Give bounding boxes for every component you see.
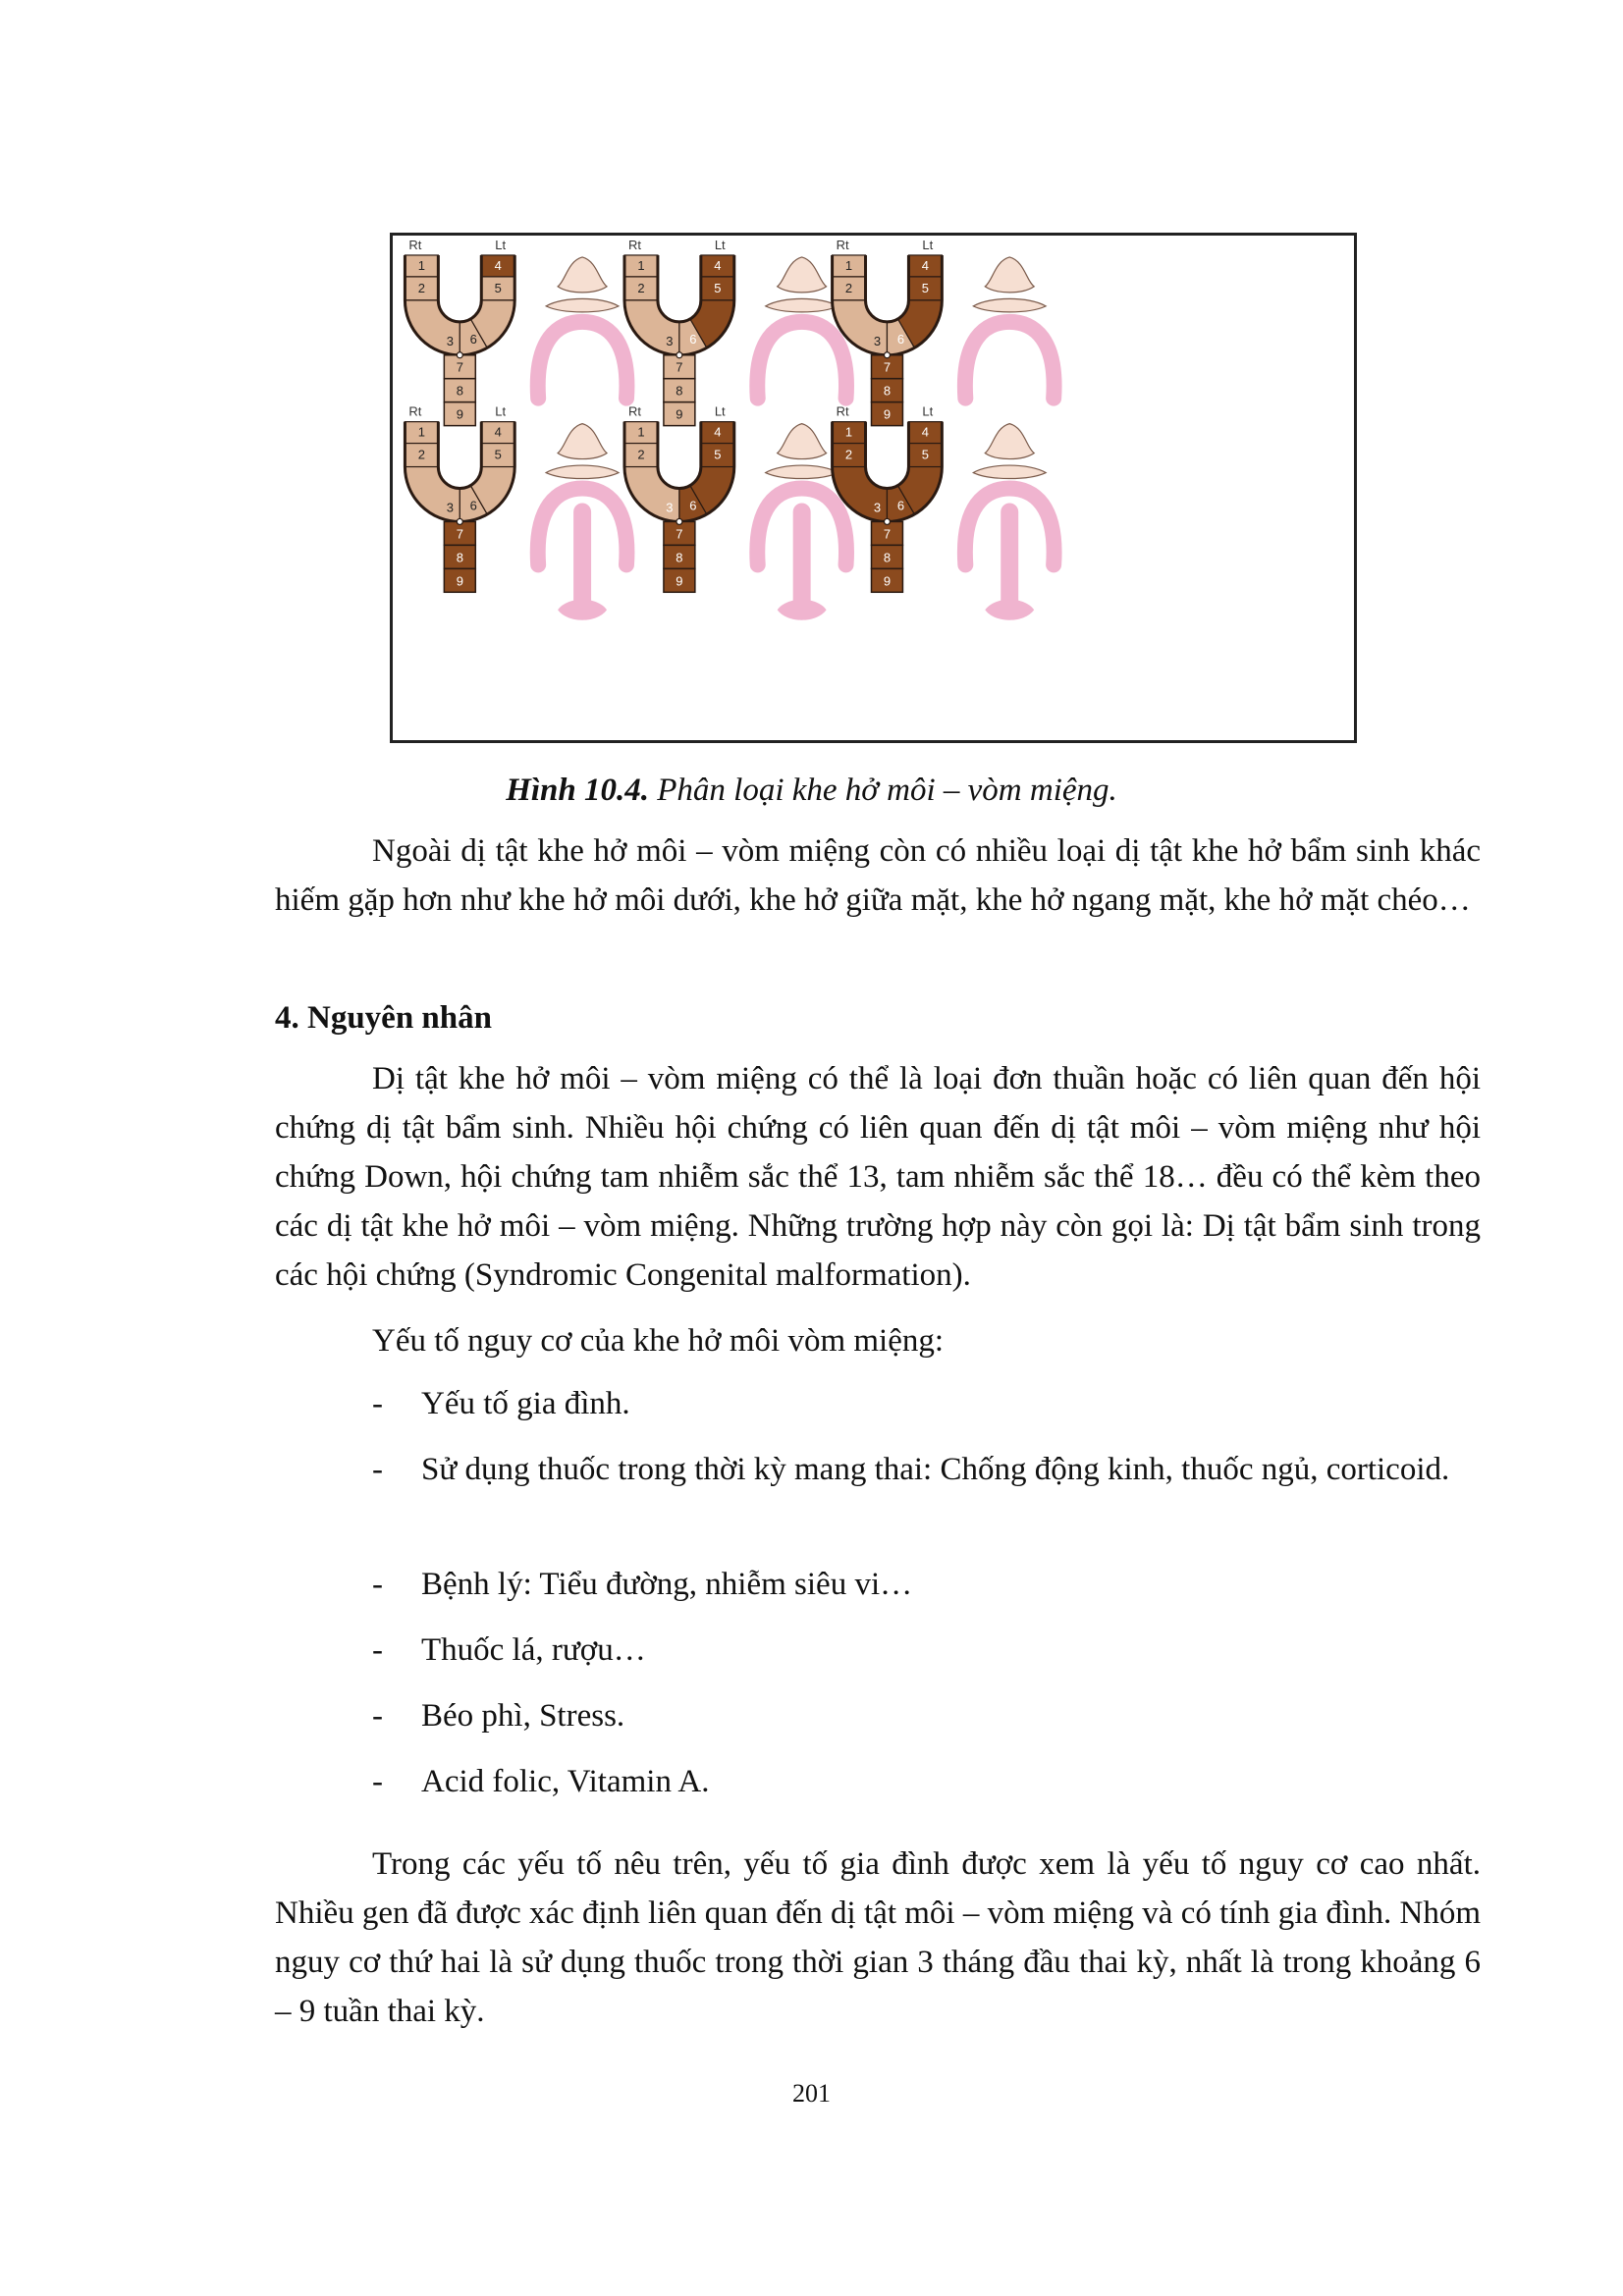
segment-number: 1 <box>417 257 426 273</box>
palate-diagram <box>405 238 514 426</box>
segment-number: 6 <box>469 498 477 513</box>
segment-number: 8 <box>883 383 892 399</box>
lip-shape <box>766 298 839 311</box>
caption-text: Phân loại khe hở môi – vòm miệng. <box>649 773 1117 808</box>
segment-number: 7 <box>676 359 683 375</box>
left-side-label: Lt <box>714 237 726 252</box>
segment-number: 8 <box>883 550 892 565</box>
segment-number: 6 <box>689 331 697 347</box>
segment-number: 4 <box>921 424 930 440</box>
lip-shape <box>546 298 619 311</box>
paragraph-other-clefts: Ngoài dị tật khe hở môi – vòm miệng còn có nhiều loại dị tật khe hở bẩm sinh khác hiếm gặp hơn như khe hở môi dưới, khe hở giữa mặt, khe hở ngang mặt, khe hở mặt chéo… <box>275 833 1481 918</box>
list-dash: - <box>372 1567 383 1602</box>
right-side-label: Rt <box>408 237 422 252</box>
segment-number: 6 <box>689 498 697 513</box>
segment-number: 7 <box>883 526 892 542</box>
segment-number: 4 <box>921 257 930 273</box>
lip-shape <box>766 465 839 478</box>
cleft-classification-figure <box>390 233 1357 743</box>
nose-shape <box>558 424 607 459</box>
incisive-foramen <box>884 352 890 358</box>
segment-number: 8 <box>676 550 683 565</box>
right-side-label: Rt <box>627 403 641 419</box>
lip-shape <box>546 465 619 478</box>
segment-number: 3 <box>446 333 454 348</box>
list-dash: - <box>372 1764 383 1799</box>
segment-number: 3 <box>873 500 882 515</box>
cleft-illustration <box>538 257 627 399</box>
palate-arch <box>757 322 846 399</box>
right-side-label: Rt <box>836 403 849 419</box>
list-item-text: Béo phì, Stress. <box>421 1698 625 1734</box>
list-dash: - <box>372 1698 383 1734</box>
segment-number: 2 <box>844 280 853 295</box>
list-dash: - <box>372 1632 383 1668</box>
paragraph-syndromes: Dị tật khe hở môi – vòm miệng có thể là loại đơn thuần hoặc có liên quan đến hội chứng dị tật bẩm sinh. Nhiều hội chứng có liên quan đến dị tật môi – vòm miệng như hội chứng Down, hội chứng tam nhiễm sắc thể 13, tam nhiễm sắc thể 18… đều có thể kèm theo các dị tật khe hở môi – vòm miệng. Những trường hợp này còn gọi là: Dị tật bẩm sinh trong các hội chứng (Syndromic Congenital malformation). <box>275 1061 1481 1293</box>
right-side-label: Rt <box>836 237 849 252</box>
segment-number: 1 <box>637 424 645 440</box>
segment-number: 7 <box>883 359 892 375</box>
segment-number: 2 <box>417 447 426 462</box>
segment-number: 4 <box>494 424 502 440</box>
left-side-label: Lt <box>714 403 726 419</box>
list-item-text: Sử dụng thuốc trong thời kỳ mang thai: Chống động kinh, thuốc ngủ, corticoid. <box>421 1452 1450 1487</box>
figure-caption <box>0 771 1623 810</box>
nose-shape <box>778 424 827 459</box>
segment-number: 4 <box>714 257 722 273</box>
incisive-foramen <box>676 518 682 524</box>
palate-diagram <box>624 238 734 426</box>
segment-number: 5 <box>494 280 502 295</box>
lip-shape <box>973 465 1046 478</box>
segment-number: 4 <box>494 257 502 273</box>
segment-number: 2 <box>637 280 645 295</box>
risk-factors-intro: Yếu tố nguy cơ của khe hở môi vòm miệng: <box>372 1323 945 1359</box>
palate-diagram <box>624 404 734 593</box>
segment-number: 6 <box>896 498 905 513</box>
incisive-foramen <box>457 518 462 524</box>
cleft-illustration <box>965 257 1055 399</box>
segment-number: 9 <box>456 406 463 422</box>
list-item-text: Bệnh lý: Tiểu đường, nhiễm siêu vi… <box>421 1567 913 1602</box>
segment-number: 9 <box>456 573 463 589</box>
segment-number: 8 <box>676 383 683 399</box>
left-side-label: Lt <box>495 403 507 419</box>
left-side-label: Lt <box>495 237 507 252</box>
segment-number: 7 <box>676 526 683 542</box>
paragraph-risk-summary: Trong các yếu tố nêu trên, yếu tố gia đình được xem là yếu tố nguy cơ cao nhất. Nhiều gen đã được xác định liên quan đến dị tật môi – vòm miệng và có tính gia đình. Nhóm nguy cơ thứ hai là sử dụng thuốc trong thời gian 3 tháng đầu thai kỳ, nhất là trong khoảng 6 – 9 tuần thai kỳ. <box>275 1846 1481 2029</box>
nose-shape <box>558 257 607 293</box>
list-dash: - <box>372 1452 383 1487</box>
right-side-label: Rt <box>408 403 422 419</box>
left-side-label: Lt <box>922 237 934 252</box>
segment-number: 2 <box>844 447 853 462</box>
cleft-illustration <box>965 424 1055 620</box>
left-side-label: Lt <box>922 403 934 419</box>
segment-number: 1 <box>417 424 426 440</box>
segment-number: 1 <box>637 257 645 273</box>
segment-number: 2 <box>637 447 645 462</box>
nose-shape <box>985 424 1034 459</box>
segment-number: 6 <box>469 331 477 347</box>
list-item-text: Thuốc lá, rượu… <box>421 1632 646 1668</box>
uvula-shape <box>778 600 827 620</box>
section-heading: 4. Nguyên nhân <box>275 1000 492 1036</box>
segment-number: 8 <box>456 383 463 399</box>
right-side-label: Rt <box>627 237 641 252</box>
palate-diagram <box>405 404 514 593</box>
segment-number: 9 <box>883 406 892 422</box>
cleft-illustration <box>538 424 627 620</box>
segment-number: 9 <box>883 573 892 589</box>
nose-shape <box>778 257 827 293</box>
palate-arch <box>538 322 627 399</box>
segment-number: 5 <box>714 447 722 462</box>
incisive-foramen <box>457 352 462 358</box>
incisive-foramen <box>676 352 682 358</box>
segment-number: 9 <box>676 406 683 422</box>
page-number: 201 <box>792 2079 831 2108</box>
segment-number: 5 <box>714 280 722 295</box>
segment-number: 3 <box>666 500 674 515</box>
list-dash: - <box>372 1386 383 1421</box>
segment-number: 7 <box>456 359 463 375</box>
caption-label: Hình 10.4. <box>506 773 649 808</box>
segment-number: 3 <box>446 500 454 515</box>
nose-shape <box>985 257 1034 293</box>
uvula-shape <box>985 600 1034 620</box>
segment-number: 8 <box>456 550 463 565</box>
segment-number: 2 <box>417 280 426 295</box>
segment-number: 3 <box>873 333 882 348</box>
palate-arch <box>965 322 1055 399</box>
segment-number: 5 <box>494 447 502 462</box>
uvula-shape <box>558 600 607 620</box>
segment-number: 3 <box>666 333 674 348</box>
list-item-text: Acid folic, Vitamin A. <box>421 1764 710 1799</box>
segment-number: 9 <box>676 573 683 589</box>
segment-number: 5 <box>921 447 930 462</box>
segment-number: 6 <box>896 331 905 347</box>
segment-number: 1 <box>844 257 853 273</box>
segment-number: 7 <box>456 526 463 542</box>
figure-drawing <box>393 236 1354 740</box>
lip-shape <box>973 298 1046 311</box>
list-item-text: Yếu tố gia đình. <box>421 1386 630 1421</box>
incisive-foramen <box>884 518 890 524</box>
segment-number: 4 <box>714 424 722 440</box>
segment-number: 1 <box>844 424 853 440</box>
segment-number: 5 <box>921 280 930 295</box>
